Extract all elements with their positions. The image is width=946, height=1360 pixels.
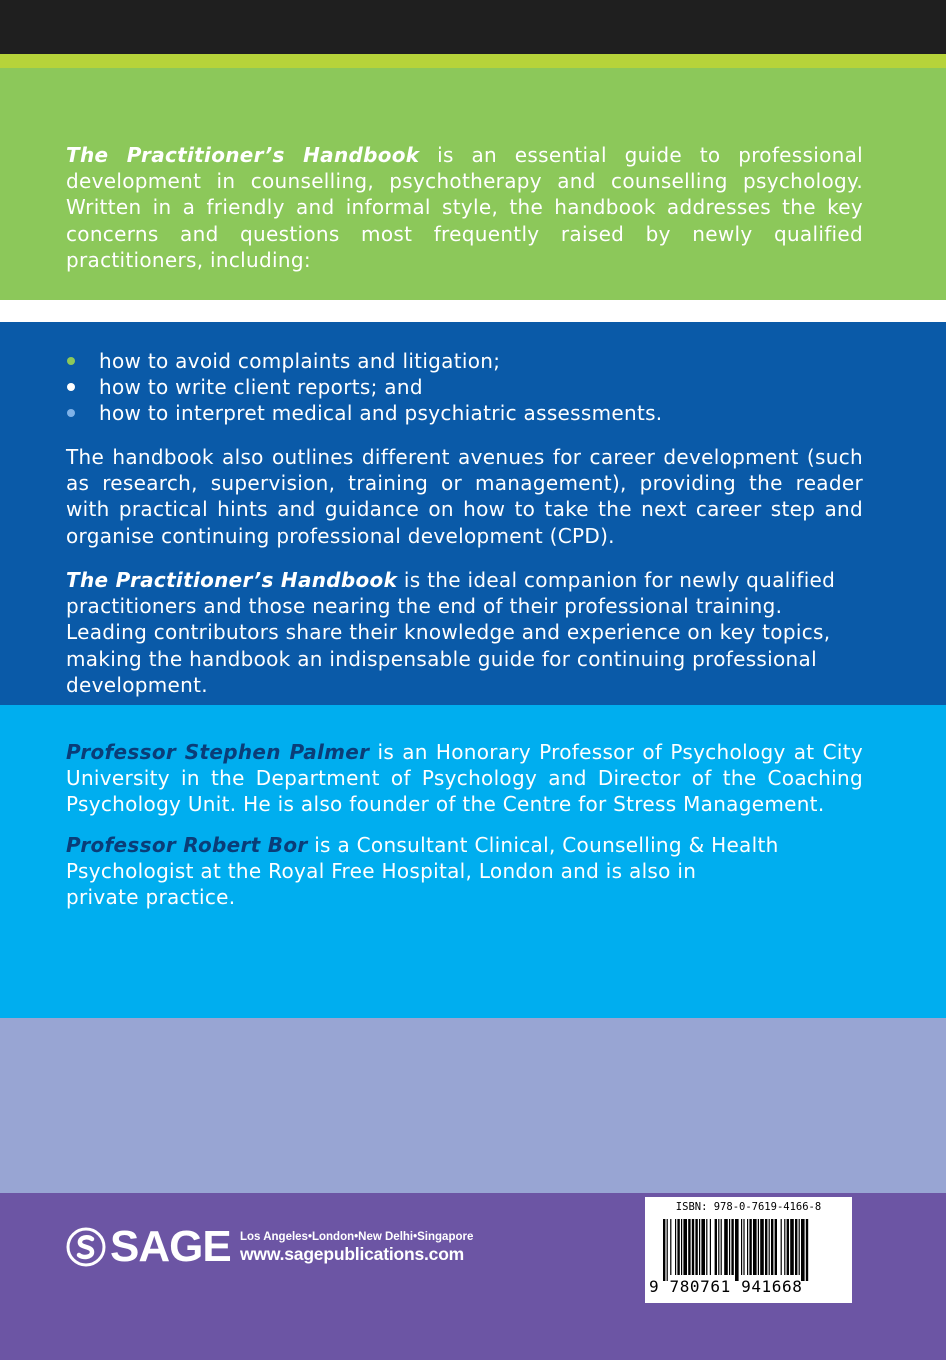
barcode-bar <box>718 1219 719 1275</box>
barcode-bar <box>663 1219 665 1281</box>
barcode-bar <box>784 1219 785 1275</box>
barcode-bar <box>695 1219 697 1275</box>
list-item-text: how to write client reports; and <box>99 375 423 399</box>
barcode-bar <box>731 1219 733 1275</box>
barcode-bar <box>765 1219 767 1275</box>
barcode-bar <box>775 1219 777 1275</box>
list-item-text: how to avoid complaints and litigation; <box>99 349 501 373</box>
sage-emblem-icon <box>66 1227 106 1267</box>
bor-text-line1: is a Consultant Clinical, Counselling & Health <box>307 833 779 857</box>
intro-text: is an essential guide to professional development in counselling, psychotherapy and counselling psychology. Written in a friendly and informal style, the handbook addresses the key concerns and questions most frequently raised by newly qualified practitioners, including: <box>66 143 863 272</box>
barcode-bar <box>760 1219 764 1275</box>
barcode-bar <box>801 1219 805 1281</box>
barcode-bar <box>683 1219 687 1275</box>
barcode-bar <box>688 1219 690 1275</box>
barcode-bar <box>749 1219 751 1275</box>
barcode-bar <box>741 1219 742 1275</box>
bor-bio <box>66 832 863 911</box>
top-dark-band <box>0 0 946 54</box>
list-item <box>66 348 662 374</box>
barcode-bar <box>667 1219 668 1281</box>
barcode-bar <box>715 1219 717 1275</box>
lavender-band <box>0 1018 946 1193</box>
barcode-box <box>645 1197 852 1303</box>
barcode-bar <box>743 1219 744 1275</box>
barcode-bar <box>758 1219 759 1275</box>
career-paragraph: The handbook also outlines different avenues for career development (such as research, supervision, training or management), providing the reader with practical hints and guidance on how to take the next career step and organise continuing professional development (CPD). <box>66 445 863 548</box>
companion-book-title: The Practitioner’s Handbook <box>66 568 398 592</box>
list-item <box>66 374 662 400</box>
barcode-bar <box>681 1219 682 1275</box>
barcode-bar <box>729 1219 730 1275</box>
bor-text-line2: Psychologist at the Royal Free Hospital, London and is also in <box>66 859 697 884</box>
barcode-bar <box>670 1219 671 1275</box>
list-item <box>66 400 662 426</box>
intro-section <box>0 68 946 300</box>
barcode-bar <box>724 1219 728 1275</box>
barcode-bar <box>699 1219 700 1275</box>
bor-text-line3: private practice. <box>66 885 236 910</box>
sage-logo <box>66 1222 231 1271</box>
authors-section <box>0 705 946 1018</box>
publisher-cities: Los Angeles•London•New Delhi•Singapore <box>240 1231 474 1243</box>
barcode-bar <box>701 1219 705 1275</box>
barcode-bar <box>795 1219 797 1275</box>
barcode-bar <box>735 1219 739 1281</box>
barcode-bar <box>771 1219 773 1275</box>
intro-book-title: The Practitioner’s Handbook <box>66 143 420 167</box>
topic-list <box>66 348 662 426</box>
companion-text: is the ideal companion for newly qualified practitioners and those nearing the end of their professional training. Leading contributors share their knowledge and experience on key topics, making the handbook an indispensable guide for continuing professional development. <box>66 568 836 697</box>
isbn-label: ISBN: 978-0-7619-4166-8 <box>675 1201 822 1213</box>
publisher-url[interactable]: www.sagepublications.com <box>240 1244 465 1264</box>
palmer-text: is an Honorary Professor of Psychology at City University in the Department of Psychology and Director of the Coaching Psychology Unit. He is also founder of the Centre for Stress Management. <box>66 740 863 817</box>
barcode-bar <box>769 1219 770 1275</box>
bullet-dot-icon <box>67 357 75 365</box>
barcode-bar <box>710 1219 711 1275</box>
barcode-bar <box>806 1219 808 1281</box>
barcode-bar <box>753 1219 757 1275</box>
barcode-bar <box>675 1219 676 1275</box>
list-item-text: how to interpret medical and psychiatric assessments. <box>99 401 663 425</box>
bullet-dot-icon <box>67 383 75 391</box>
publisher-info <box>240 1230 473 1264</box>
barcode-bar <box>799 1219 800 1275</box>
top-accent-stripe <box>0 54 946 68</box>
barcode-bar <box>677 1219 679 1275</box>
barcode-bar <box>790 1219 794 1275</box>
companion-paragraph <box>66 567 863 698</box>
barcode-digits: 9 780761 941668 <box>649 1277 803 1296</box>
barcode-bar <box>787 1219 789 1275</box>
barcode-bar <box>747 1219 748 1275</box>
barcode-bar <box>692 1219 694 1275</box>
palmer-name: Professor Stephen Palmer <box>66 740 370 764</box>
palmer-bio <box>66 739 863 818</box>
details-section <box>0 322 946 705</box>
bor-name: Professor Robert Bor <box>66 833 308 857</box>
white-divider <box>0 300 946 322</box>
intro-paragraph <box>66 142 863 273</box>
sage-wordmark: SAGE <box>110 1222 231 1271</box>
publisher-footer <box>0 1193 946 1360</box>
barcode-bar <box>706 1219 707 1275</box>
bullet-dot-icon <box>67 409 75 417</box>
barcode-bar <box>781 1219 782 1275</box>
barcode-bar <box>721 1219 722 1275</box>
